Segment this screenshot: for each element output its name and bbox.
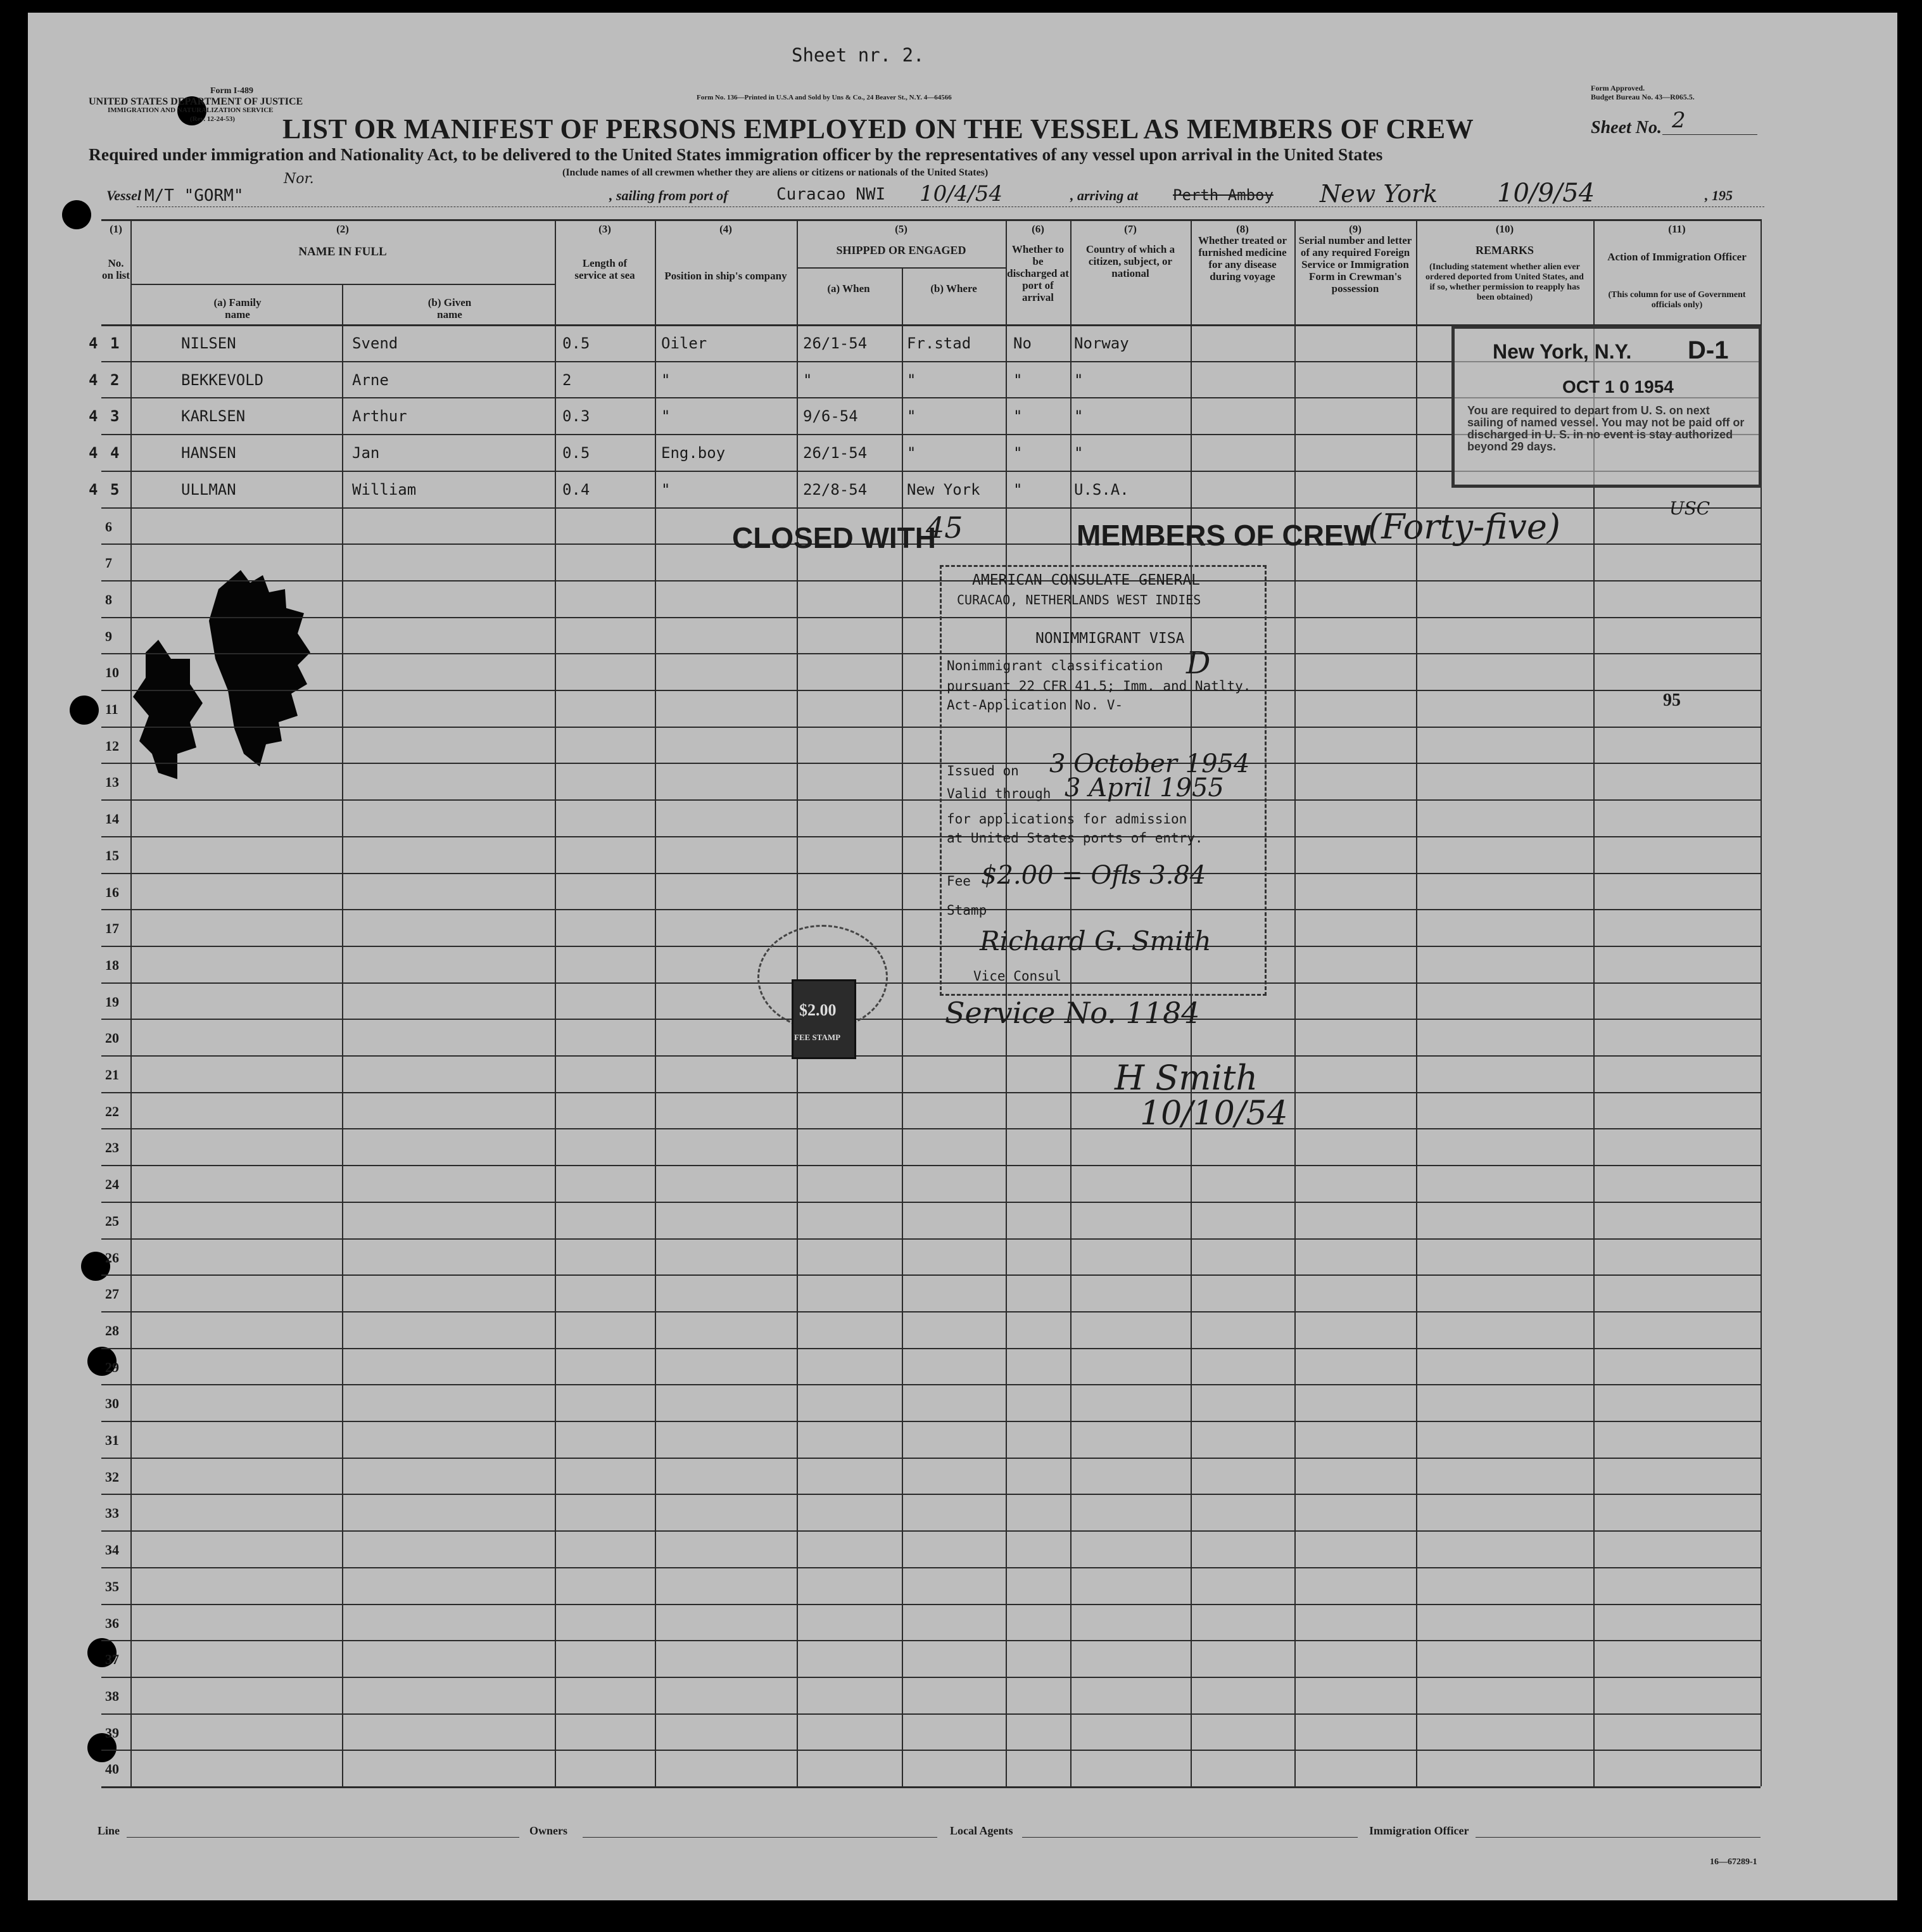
officer-initials: H Smith bbox=[1115, 1058, 1258, 1098]
cell-service: 2 bbox=[562, 371, 572, 389]
arrival-stamp-city: New York, N.Y. bbox=[1493, 340, 1632, 363]
row-number: 5 bbox=[110, 481, 120, 499]
cell-discharge: " bbox=[1013, 371, 1023, 389]
row-number: 14 bbox=[105, 811, 119, 827]
row-number: 32 bbox=[105, 1469, 119, 1485]
year-suffix: , 195 bbox=[1705, 187, 1733, 203]
row-number: 26 bbox=[105, 1250, 119, 1266]
consul-signature: Richard G. Smith bbox=[980, 925, 1211, 956]
col5-number: (5) bbox=[895, 223, 907, 235]
visa-stamp-label: Stamp bbox=[947, 903, 987, 918]
row-divider bbox=[101, 1019, 1761, 1020]
col1-number: (1) bbox=[110, 223, 122, 235]
fee-stamp-value: $2.00 bbox=[799, 1001, 837, 1019]
col1-label: No. on list bbox=[102, 257, 130, 281]
row-number: 19 bbox=[105, 994, 119, 1010]
service-number: Service No. 1184 bbox=[945, 996, 1200, 1030]
ink-blot bbox=[108, 564, 374, 811]
row-divider bbox=[101, 799, 1761, 801]
row-number: 29 bbox=[105, 1359, 119, 1375]
cell-given: Jan bbox=[352, 444, 380, 462]
arrival-date: 10/9/54 bbox=[1497, 179, 1595, 208]
col2-label: NAME IN FULL bbox=[298, 245, 387, 258]
visa-line5: pursuant 22 CFR 41.5; Imm. and Natlty. bbox=[947, 678, 1251, 694]
col7-label: Country of which a citizen, subject, or national bbox=[1085, 243, 1175, 279]
col11-number: (11) bbox=[1668, 223, 1686, 235]
row-number: 12 bbox=[105, 738, 119, 754]
col9-number: (9) bbox=[1349, 223, 1362, 235]
visa-fee-label: Fee bbox=[947, 874, 971, 889]
arrival-port: New York bbox=[1320, 180, 1438, 208]
sheet-header: Sheet nr. 2. bbox=[792, 44, 925, 66]
sheet-number: 2 bbox=[1672, 108, 1686, 133]
row-number: 30 bbox=[105, 1395, 119, 1411]
manifest-title: LIST OR MANIFEST OF PERSONS EMPLOYED ON THE VESSEL AS MEMBERS OF CREW bbox=[282, 113, 1474, 144]
footer-line-label: Line bbox=[98, 1824, 120, 1837]
row-number: 3 bbox=[110, 407, 120, 425]
row-divider bbox=[101, 580, 1761, 582]
cell-country: U.S.A. bbox=[1074, 481, 1129, 499]
row-divider bbox=[101, 1165, 1761, 1166]
col10-note: (Including statement whether alien ever ordered deported from United States, and if so, whether permission to reapply has been obtained) bbox=[1426, 262, 1584, 302]
arrival-port-struck: Perth Amboy bbox=[1173, 186, 1274, 204]
visa-fee: $2.00 = Ofls 3.84 bbox=[981, 861, 1206, 890]
visa-line3: NONIMMIGRANT VISA bbox=[1035, 630, 1185, 647]
cell-given: Arthur bbox=[352, 407, 407, 425]
form-id: Form I-489 bbox=[210, 86, 254, 96]
cell-given: Arne bbox=[352, 371, 389, 389]
row-number: 34 bbox=[105, 1542, 119, 1558]
cell-discharge: " bbox=[1013, 407, 1023, 425]
row-divider bbox=[101, 1640, 1761, 1641]
row-number: 11 bbox=[105, 701, 118, 717]
row-number: 6 bbox=[105, 519, 112, 535]
cell-when: 26/1-54 bbox=[803, 334, 868, 352]
agency-line2: IMMIGRATION AND NATURALIZATION SERVICE bbox=[108, 106, 274, 114]
closed-initials: USC bbox=[1669, 498, 1710, 519]
col6-label: Whether to be discharged at port of arrival bbox=[1007, 243, 1069, 303]
punch-hole bbox=[62, 200, 91, 229]
fee-stamp bbox=[757, 925, 890, 1052]
row-number: 10 bbox=[105, 664, 119, 680]
count-in-words: (Forty-five) bbox=[1368, 507, 1560, 547]
fee-stamp-label: FEE STAMP bbox=[794, 1033, 841, 1042]
col10-number: (10) bbox=[1495, 223, 1514, 235]
row-number: 1 bbox=[110, 334, 120, 352]
row-divider bbox=[101, 946, 1761, 947]
row-number: 4 bbox=[110, 444, 120, 462]
row-divider bbox=[101, 1713, 1761, 1715]
cell-where: " bbox=[907, 407, 916, 425]
closed-with-text: CLOSED WITH bbox=[732, 521, 936, 554]
col4-label: Position in ship's company bbox=[664, 270, 787, 282]
row-number: 17 bbox=[105, 920, 119, 936]
visa-issued-date: 3 October 1954 bbox=[1049, 749, 1250, 779]
row-divider bbox=[101, 1458, 1761, 1459]
cell-discharge: " bbox=[1013, 481, 1023, 499]
row-divider bbox=[101, 1567, 1761, 1568]
row-divider bbox=[101, 1311, 1761, 1312]
col8-number: (8) bbox=[1236, 223, 1249, 235]
row-number: 15 bbox=[105, 848, 119, 863]
row-divider bbox=[101, 1494, 1761, 1495]
row-divider bbox=[101, 1384, 1761, 1385]
row-number: 13 bbox=[105, 774, 119, 790]
row-number: 35 bbox=[105, 1579, 119, 1594]
sailing-label: , sailing from port of bbox=[609, 187, 728, 203]
cell-family: NILSEN bbox=[181, 334, 236, 352]
row-number: 2 bbox=[110, 371, 120, 389]
cell-when: 26/1-54 bbox=[803, 444, 868, 462]
agency-line3: (Rev. 12-24-53) bbox=[190, 115, 235, 123]
departure-port: Curacao NWI bbox=[776, 185, 886, 204]
cell-country: " bbox=[1074, 444, 1084, 462]
col5-label: SHIPPED OR ENGAGED bbox=[836, 244, 966, 257]
consul-title: Vice Consul bbox=[973, 969, 1062, 984]
col4-number: (4) bbox=[719, 223, 732, 235]
row-number: 24 bbox=[105, 1176, 119, 1192]
row-number: 21 bbox=[105, 1067, 119, 1083]
sheet-label: Sheet No. bbox=[1591, 118, 1662, 137]
row-number: 33 bbox=[105, 1505, 119, 1521]
arrival-stamp-text: You are required to depart from U. S. on next sailing of named vessel. You may not be paid off or discharged in U. S. in no event is stay authorized beyond 29 days. bbox=[1467, 404, 1745, 453]
vessel-label: Vessel bbox=[106, 187, 141, 203]
cell-given: William bbox=[352, 481, 417, 499]
visa-stamp bbox=[940, 565, 1267, 996]
table-top-border bbox=[101, 219, 1761, 221]
row-prefix: 4 bbox=[89, 444, 98, 462]
closed-count: 45 bbox=[926, 511, 963, 545]
punch-hole bbox=[70, 696, 99, 725]
col2-number: (2) bbox=[336, 223, 349, 235]
manifest-subtitle: Required under immigration and Nationality Act, to be delivered to the United States immigration officer by the representatives of any vessel upon arrival in the United States bbox=[89, 144, 1383, 164]
arrival-stamp-code: D-1 bbox=[1688, 336, 1729, 364]
visa-line10: at United States ports of entry. bbox=[947, 830, 1203, 846]
cell-position: Oiler bbox=[661, 334, 707, 352]
departure-date: 10/4/54 bbox=[920, 181, 1003, 207]
col5a-label: (a) When bbox=[827, 283, 870, 295]
visa-line2: CURACAO, NETHERLANDS WEST INDIES bbox=[957, 592, 1201, 607]
cell-when: 9/6-54 bbox=[803, 407, 858, 425]
visa-valid-label: Valid through bbox=[947, 786, 1051, 801]
col2a-label: (a) Family name bbox=[213, 296, 262, 321]
visa-issued-label: Issued on bbox=[947, 763, 1019, 779]
row-number: 23 bbox=[105, 1140, 119, 1155]
vessel-flag: Nor. bbox=[284, 171, 314, 187]
cell-service: 0.5 bbox=[562, 444, 590, 462]
row-prefix: 4 bbox=[89, 407, 98, 425]
row-divider bbox=[101, 1348, 1761, 1349]
cell-country: Norway bbox=[1074, 334, 1129, 352]
row-divider bbox=[101, 690, 1761, 691]
arriving-label: , arriving at bbox=[1070, 187, 1138, 203]
visa-line1: AMERICAN CONSULATE GENERAL bbox=[972, 572, 1201, 588]
row-divider bbox=[101, 909, 1761, 910]
row-number: 16 bbox=[105, 884, 119, 900]
officer-date: 10/10/54 bbox=[1140, 1095, 1288, 1133]
cell-when: " bbox=[803, 371, 812, 389]
cell-country: " bbox=[1074, 407, 1084, 425]
row-divider bbox=[101, 1202, 1761, 1203]
col6-number: (6) bbox=[1032, 223, 1044, 235]
row-number: 8 bbox=[105, 592, 112, 607]
row-number: 7 bbox=[105, 555, 112, 571]
cell-family: ULLMAN bbox=[181, 481, 236, 499]
row-number: 31 bbox=[105, 1432, 119, 1448]
cell-country: " bbox=[1074, 371, 1084, 389]
vessel-name: M/T "GORM" bbox=[144, 186, 244, 205]
members-of-crew-text: MEMBERS OF CREW bbox=[1077, 519, 1372, 552]
manifest-note: (Include names of all crewmen whether they are aliens or citizens or nationals of the United States) bbox=[562, 167, 989, 178]
row-divider bbox=[101, 653, 1761, 654]
row-number: 27 bbox=[105, 1286, 119, 1302]
row-divider bbox=[101, 982, 1761, 984]
cell-position: Eng.boy bbox=[661, 444, 726, 462]
row-number: 25 bbox=[105, 1213, 119, 1229]
row-divider bbox=[101, 1274, 1761, 1276]
cell-family: KARLSEN bbox=[181, 407, 246, 425]
row-prefix: 4 bbox=[89, 481, 98, 499]
col9-label: Serial number and letter of any required Foreign Service or Immigration Form in Crewman's possession bbox=[1298, 234, 1412, 295]
row-divider bbox=[101, 1530, 1761, 1532]
col8-label: Whether treated or furnished medicine for any disease during voyage bbox=[1198, 234, 1287, 283]
col3-label: Length of service at sea bbox=[574, 257, 635, 281]
row-divider bbox=[101, 1092, 1761, 1093]
col2b-label: (b) Given name bbox=[427, 296, 472, 321]
cell-where: Fr.stad bbox=[907, 334, 971, 352]
cell-where: " bbox=[907, 371, 916, 389]
cell-discharge: " bbox=[1013, 444, 1023, 462]
visa-line9: for applications for admission bbox=[947, 811, 1187, 827]
form-approved: Form Approved. bbox=[1591, 84, 1645, 92]
col11-label: Action of Immigration Officer bbox=[1607, 251, 1747, 263]
row-divider bbox=[101, 873, 1761, 874]
agency-line1: UNITED STATES DEPARTMENT OF JUSTICE bbox=[89, 96, 303, 107]
budget-no: Budget Bureau No. 43—R065.5. bbox=[1591, 92, 1695, 101]
cell-family: BEKKEVOLD bbox=[181, 371, 264, 389]
cell-service: 0.5 bbox=[562, 334, 590, 352]
cell-where: " bbox=[907, 444, 916, 462]
row-divider bbox=[101, 727, 1761, 728]
col5b-label: (b) Where bbox=[930, 283, 977, 295]
arrival-stamp bbox=[1451, 326, 1762, 488]
visa-line6: Act-Application No. V- bbox=[947, 697, 1123, 713]
row-divider bbox=[101, 1055, 1761, 1057]
row-number: 22 bbox=[105, 1103, 119, 1119]
row-prefix: 4 bbox=[89, 334, 98, 352]
cell-service: 0.4 bbox=[562, 481, 590, 499]
col11-note: (This column for use of Government officials only) bbox=[1608, 290, 1746, 310]
cell-given: Svend bbox=[352, 334, 398, 352]
cell-position: " bbox=[661, 371, 671, 389]
row-number: 9 bbox=[105, 628, 112, 644]
cell-position: " bbox=[661, 481, 671, 499]
visa-valid-date: 3 April 1955 bbox=[1065, 773, 1224, 803]
row-divider bbox=[101, 1238, 1761, 1240]
row-number: 36 bbox=[105, 1615, 119, 1631]
arrival-stamp-date: OCT 1 0 1954 bbox=[1562, 377, 1674, 397]
row-divider bbox=[101, 1128, 1761, 1129]
visa-line4: Nonimmigrant classification bbox=[947, 658, 1163, 673]
printer-line: Form No. 136—Printed in U.S.A and Sold by Uns & Co., 24 Beaver St., N.Y. 4—64566 bbox=[697, 94, 952, 101]
row-number: 39 bbox=[105, 1725, 119, 1741]
row-divider bbox=[101, 836, 1761, 837]
cell-where: New York bbox=[907, 481, 980, 499]
row-number: 40 bbox=[105, 1761, 119, 1777]
col10-label: REMARKS bbox=[1475, 244, 1534, 257]
row-divider bbox=[101, 617, 1761, 618]
row-number: 28 bbox=[105, 1323, 119, 1338]
row-number: 20 bbox=[105, 1030, 119, 1046]
cell-when: 22/8-54 bbox=[803, 481, 868, 499]
footer-code: 16—67289-1 bbox=[1710, 1857, 1757, 1867]
footer-agents-label: Local Agents bbox=[950, 1824, 1013, 1837]
row-divider bbox=[101, 1750, 1761, 1751]
row-divider bbox=[101, 763, 1761, 764]
visa-classification: D bbox=[1186, 645, 1211, 681]
row-divider bbox=[101, 1604, 1761, 1605]
row-number: 18 bbox=[105, 957, 119, 973]
cell-position: " bbox=[661, 407, 671, 425]
cell-service: 0.3 bbox=[562, 407, 590, 425]
row-number: 37 bbox=[105, 1651, 119, 1667]
cell-discharge: No bbox=[1013, 334, 1032, 352]
table-bottom-border bbox=[101, 1786, 1761, 1788]
side-number: 95 bbox=[1663, 690, 1681, 710]
row-divider bbox=[101, 1421, 1761, 1422]
col7-number: (7) bbox=[1124, 223, 1137, 235]
row-divider bbox=[101, 1677, 1761, 1678]
row-number: 38 bbox=[105, 1688, 119, 1704]
cell-family: HANSEN bbox=[181, 444, 236, 462]
footer-owners-label: Owners bbox=[529, 1824, 567, 1837]
footer-officer-label: Immigration Officer bbox=[1369, 1824, 1469, 1837]
col3-number: (3) bbox=[598, 223, 611, 235]
row-prefix: 4 bbox=[89, 371, 98, 389]
